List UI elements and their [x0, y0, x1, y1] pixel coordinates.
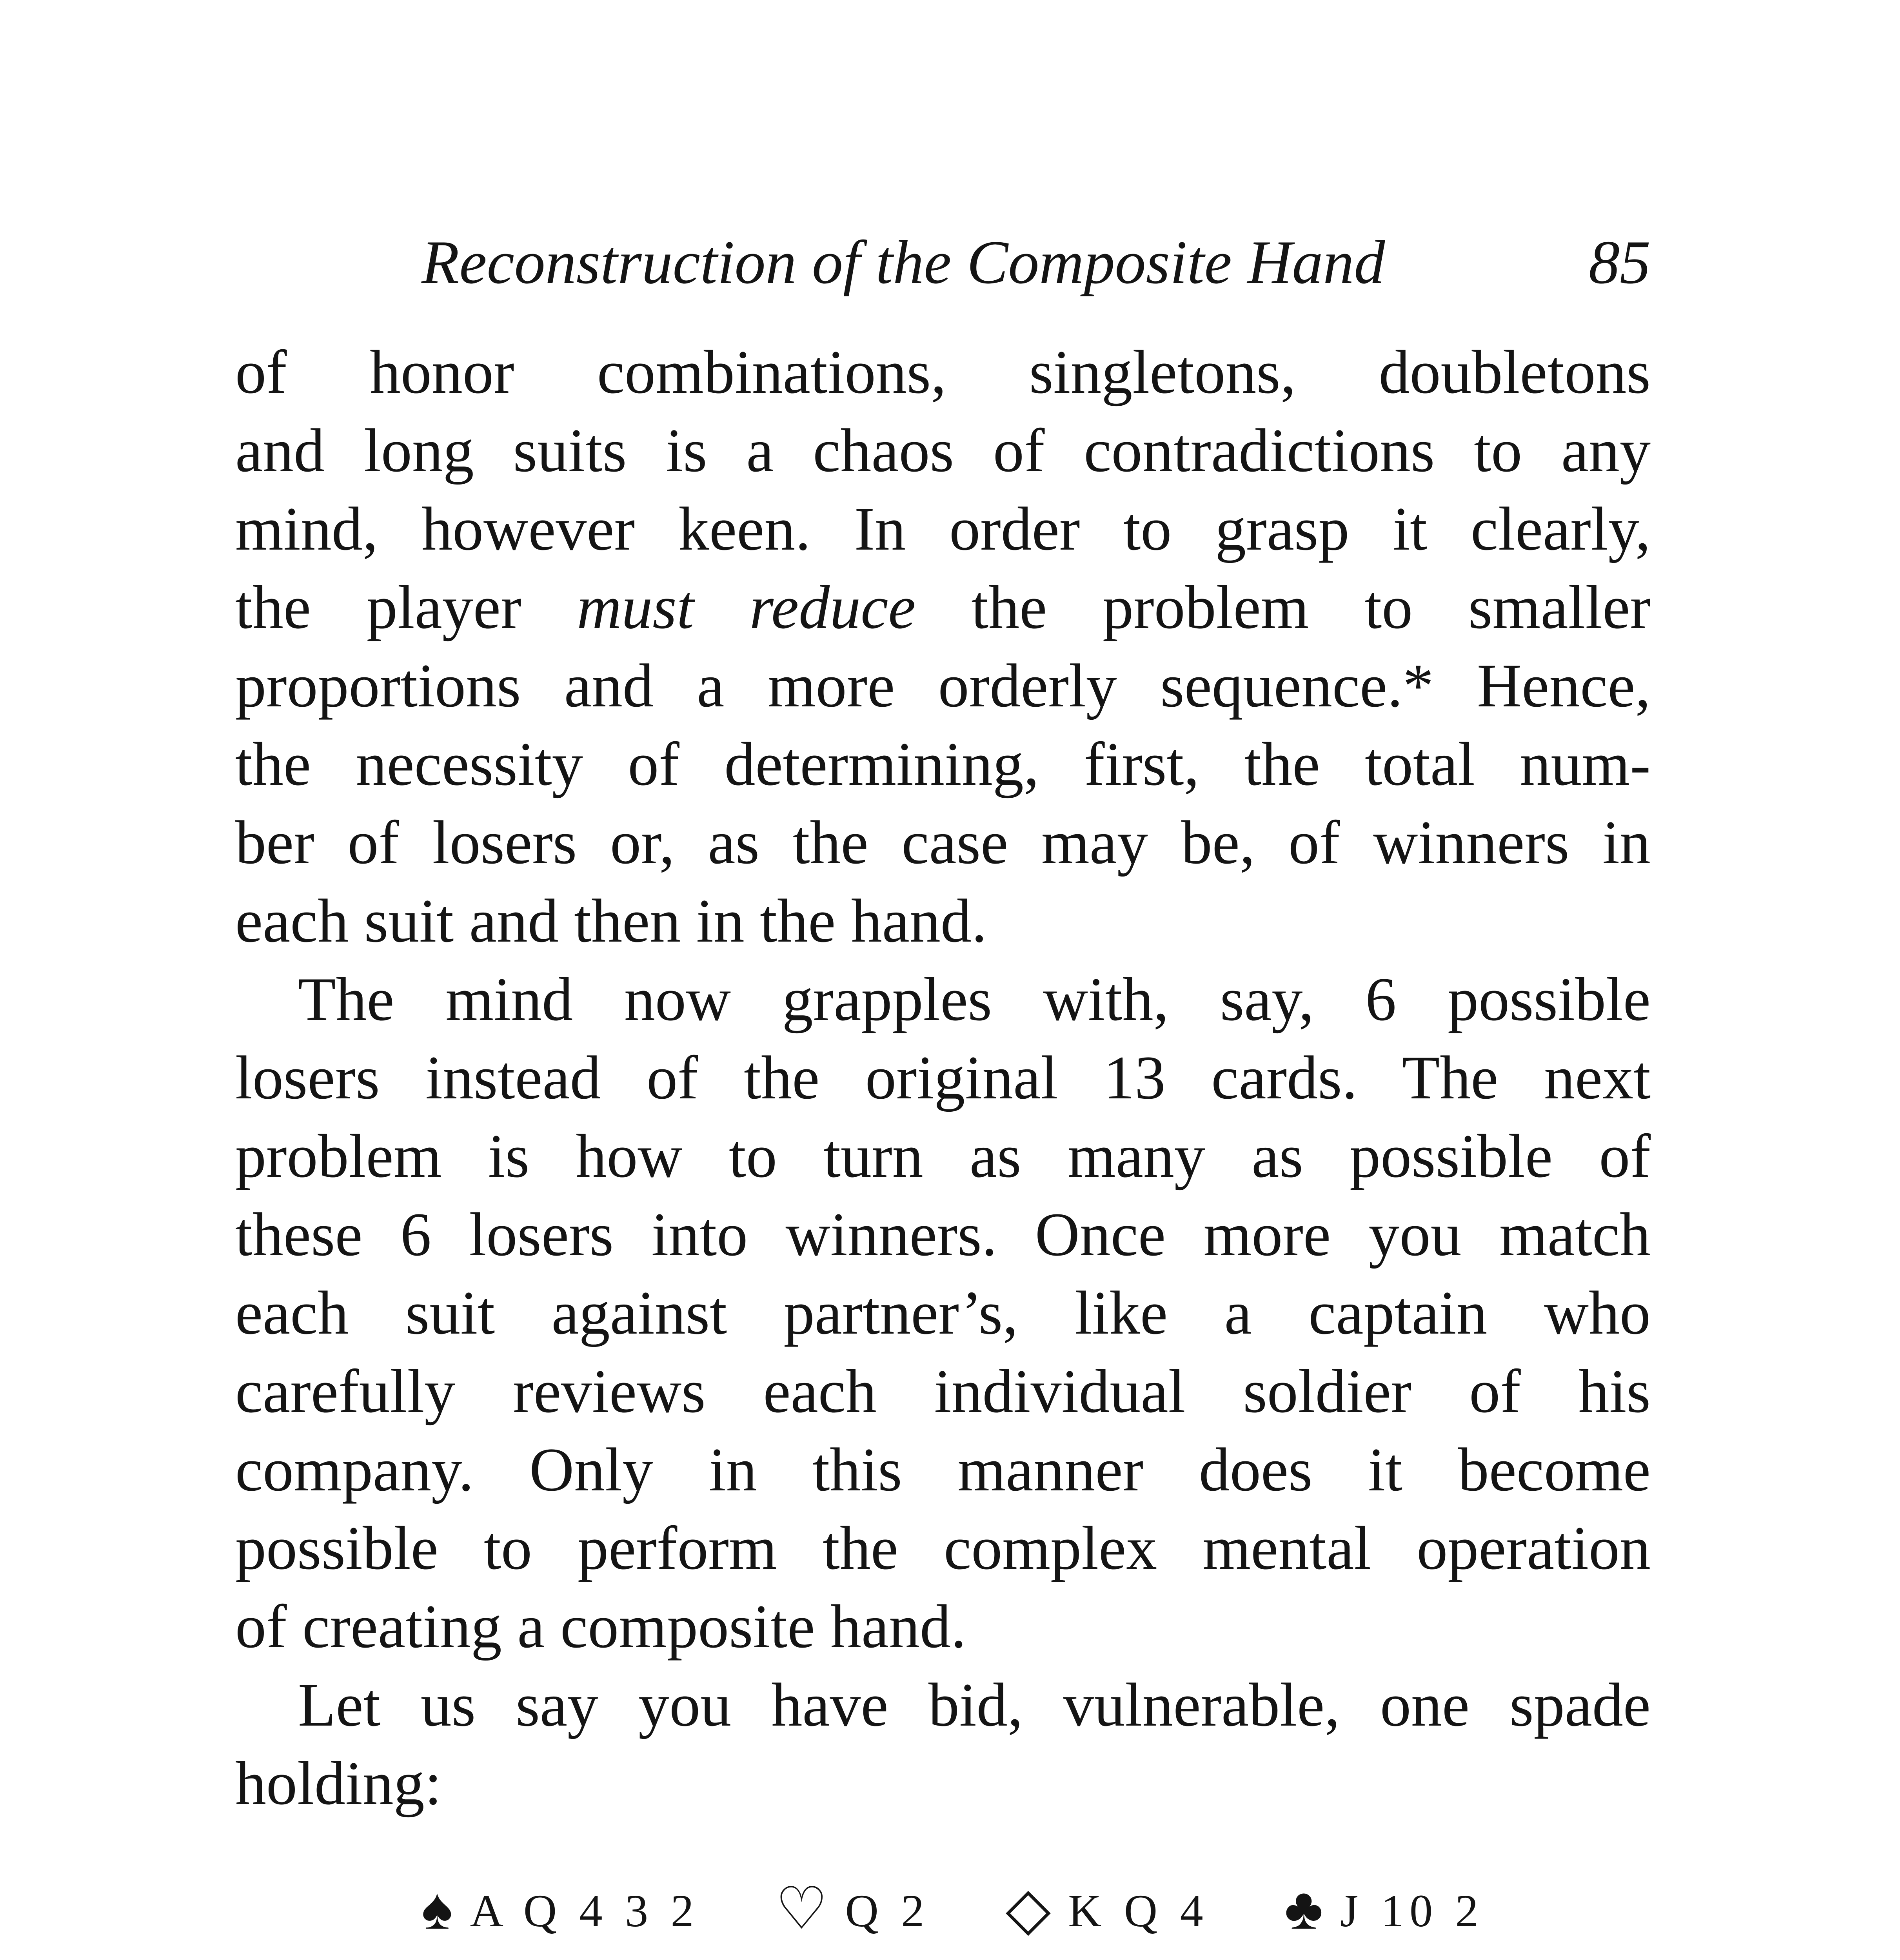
spades-holding: A Q 4 3 2: [470, 1885, 699, 1936]
text-run: the player: [235, 573, 577, 642]
text-line: company. Only in this manner does it become: [235, 1436, 1651, 1504]
text-line: Let us say you have bid, vulnerable, one spade: [298, 1671, 1651, 1739]
club-icon: ♣: [1284, 1877, 1329, 1942]
text-line: possible to perform the complex mental operation: [235, 1514, 1651, 1583]
text-line: these 6 losers into winners. Once more you match: [235, 1200, 1651, 1269]
text-line: carefully reviews each individual soldier of his: [235, 1357, 1651, 1426]
text-line: the necessity of determining, first, the total num-: [235, 730, 1651, 799]
running-head: [421, 223, 1651, 302]
text-line: of honor combinations, singletons, doubletons: [235, 338, 1651, 407]
page-number: 85: [1589, 228, 1651, 297]
text-line: holding:: [235, 1749, 442, 1818]
text-line: [235, 568, 1651, 647]
text-line: problem is how to turn as many as possible of: [235, 1122, 1651, 1191]
text-line: mind, however keen. In order to grasp it clearly,: [235, 495, 1651, 563]
diamond-icon: ◇: [1005, 1877, 1057, 1942]
text-line: losers instead of the original 13 cards. The next: [235, 1044, 1651, 1112]
paragraph-3: [235, 1666, 1651, 1823]
chapter-title: Reconstruction of the Composite Hand: [421, 228, 1385, 297]
clubs-holding: J 10 2: [1340, 1885, 1484, 1936]
paragraph-2: [235, 960, 1651, 1666]
text-line: The mind now grapples with, say, 6 possible: [298, 965, 1651, 1034]
text-run: the problem to smaller: [915, 573, 1651, 642]
text-line: each suit against partner’s, like a captain who: [235, 1279, 1651, 1347]
bridge-hand: [421, 1870, 1484, 1948]
paragraph-1: [235, 333, 1651, 960]
text-line: each suit and then in the hand.: [235, 887, 987, 955]
text-line: ber of losers or, as the case may be, of winners in: [235, 808, 1651, 877]
italic-emphasis: must reduce: [577, 573, 916, 642]
heart-icon: ♡: [775, 1877, 834, 1942]
diamonds-holding: K Q 4: [1068, 1885, 1209, 1936]
text-line: and long suits is a chaos of contradictions to any: [235, 416, 1651, 485]
spade-icon: ♠: [421, 1877, 458, 1942]
text-line: of creating a composite hand.: [235, 1592, 966, 1661]
hearts-holding: Q 2: [845, 1885, 930, 1936]
text-line: proportions and a more orderly sequence.* Hence,: [235, 652, 1651, 720]
